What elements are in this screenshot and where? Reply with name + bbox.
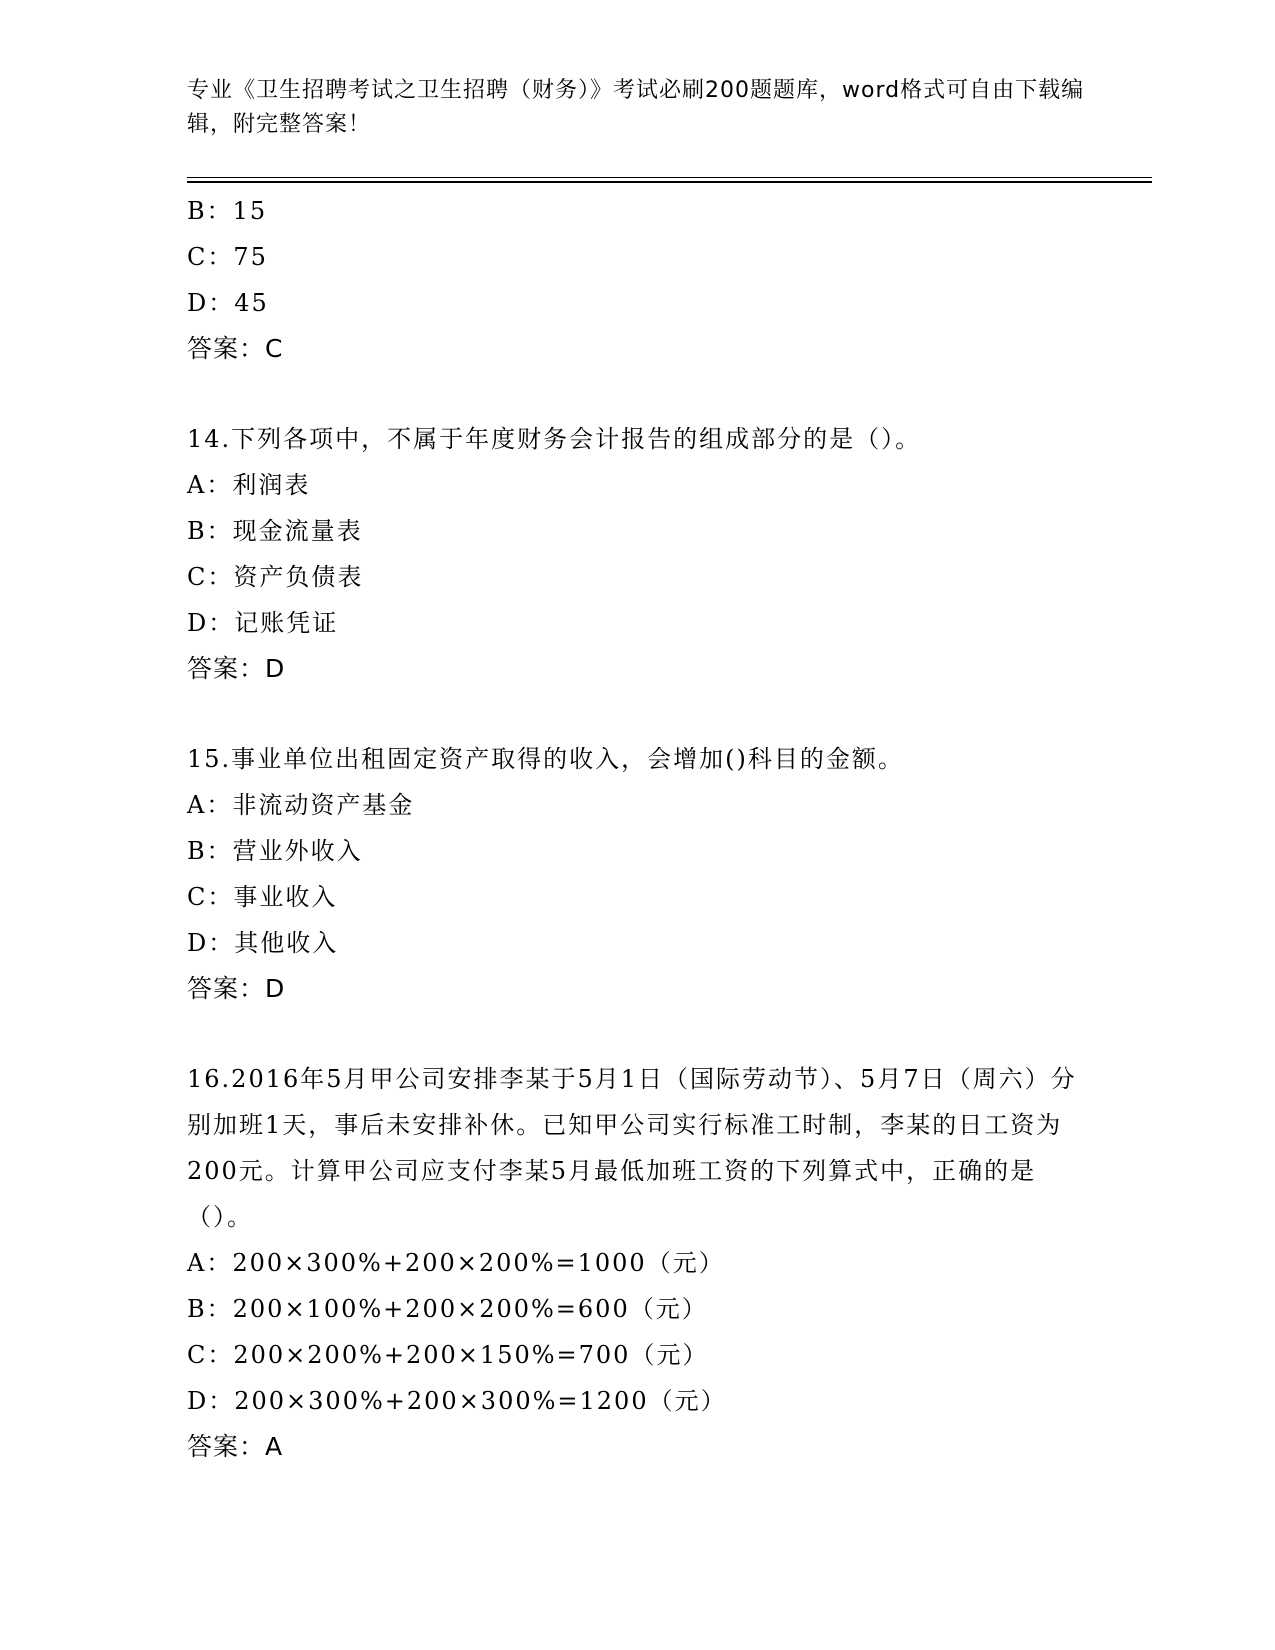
answer-line: 答案：D <box>187 974 286 1003</box>
spacer <box>187 372 1087 416</box>
option-a: A：200×300%+200×200%=1000（元） <box>187 1249 725 1277</box>
question-stem: 15.事业单位出租固定资产取得的收入，会增加()科目的金额。 <box>187 745 904 773</box>
option-d: D：45 <box>187 289 269 317</box>
answer-line: 答案：A <box>187 1432 284 1461</box>
option-d: D：200×300%+200×300%=1200（元） <box>187 1387 727 1415</box>
option-a: A：利润表 <box>187 471 311 499</box>
option-a: A：非流动资产基金 <box>187 791 415 819</box>
option-d: D：其他收入 <box>187 929 339 957</box>
option-c: C：事业收入 <box>187 883 338 911</box>
header-divider-thin <box>187 177 1152 178</box>
option-b: B：200×100%+200×200%=600（元） <box>187 1295 708 1323</box>
question-15 <box>187 736 1087 1012</box>
question-stem: 16.2016年5月甲公司安排李某于5月1日（国际劳动节）、5月7日（周六）分别加班1天，事后未安排补休。已知甲公司实行标准工时制，李某的日工资为200元。计算甲公司应支付李某5月最低加班工资的下列算式中，正确的是（）。 <box>187 1065 1077 1231</box>
option-b: B：15 <box>187 197 268 225</box>
question-14 <box>187 416 1087 692</box>
question-stem: 14.下列各项中，不属于年度财务会计报告的组成部分的是（）。 <box>187 425 922 453</box>
document-header: 专业《卫生招聘考试之卫生招聘（财务）》考试必刷200题题库，word格式可自由下载编辑，附完整答案！ <box>187 78 1085 137</box>
header-divider-thick <box>187 181 1152 183</box>
option-c: C：资产负债表 <box>187 563 364 591</box>
option-d: D：记账凭证 <box>187 609 339 637</box>
spacer <box>187 692 1087 736</box>
spacer <box>187 1012 1087 1056</box>
option-c: C：75 <box>187 243 268 271</box>
option-b: B：营业外收入 <box>187 837 363 865</box>
answer-line: 答案：D <box>187 654 286 683</box>
option-c: C：200×200%+200×150%=700（元） <box>187 1341 709 1369</box>
answer-line: 答案：C <box>187 334 284 363</box>
question-13-tail <box>187 188 1087 372</box>
option-b: B：现金流量表 <box>187 517 363 545</box>
question-16 <box>187 1056 1087 1470</box>
question-list <box>187 188 1087 1470</box>
